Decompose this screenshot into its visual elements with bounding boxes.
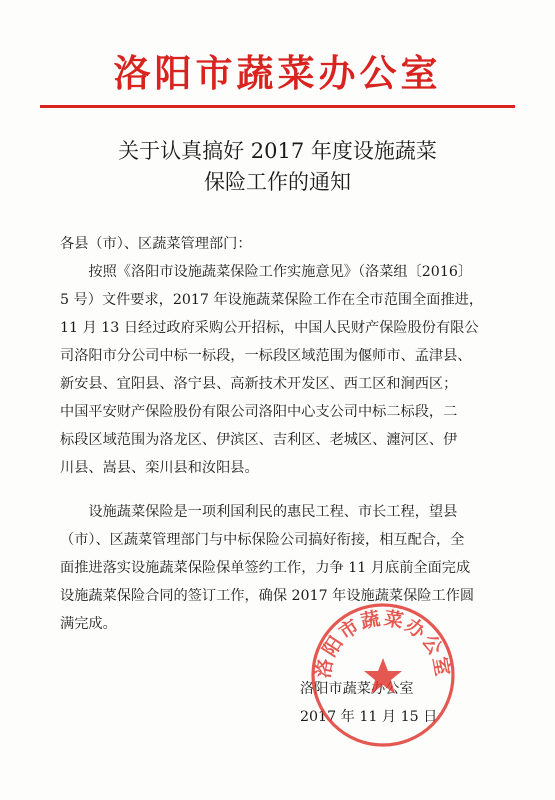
paragraph-1-line: 11 月 13 日经过政府采购公开招标，中国人民财产保险股份有限公 bbox=[60, 320, 479, 336]
signature-organization: 洛阳市蔬菜办公室 bbox=[300, 681, 414, 697]
official-seal-stamp bbox=[308, 600, 458, 750]
paragraph-1-line: 川县、嵩县、栾川县和汝阳县。 bbox=[60, 460, 259, 476]
paragraph-1-line: 司洛阳市分公司中标一标段，一标段区域范围为偃师市、孟津县、 bbox=[60, 348, 472, 364]
document-title bbox=[0, 136, 555, 198]
paragraph-1-line: 中国平安财产保险股份有限公司洛阳中心支公司中标二标段，二 bbox=[60, 404, 458, 420]
salutation-text: 各县（市）、区蔬菜管理部门： bbox=[60, 236, 252, 252]
salutation bbox=[60, 230, 500, 258]
document-title-line-2: 保险工作的通知 bbox=[204, 170, 351, 194]
paragraph-1-line: 新安县、宜阳县、洛宁县、高新技术开发区、西工区和涧西区； bbox=[60, 376, 458, 392]
paragraph-2-line: （市）、区蔬菜管理部门与中标保险公司搞好衔接，相互配合，全 bbox=[60, 532, 465, 548]
red-divider bbox=[40, 105, 515, 108]
letterhead-title: 洛阳市蔬菜办公室 bbox=[113, 51, 442, 95]
paragraph-1-line: 标段区域范围为洛龙区、伊滨区、吉利区、老城区、瀍河区、伊 bbox=[60, 432, 458, 448]
paragraph-2-line: 设施蔬菜保险合同的签订工作，确保 2017 年设施蔬菜保险工作圆 bbox=[60, 588, 475, 604]
paragraph-2-line: 设施蔬菜保险是一项利国利民的惠民工程、市长工程，望县 bbox=[60, 504, 458, 520]
document-title-line-1: 关于认真搞好 2017 年度设施蔬菜 bbox=[118, 139, 437, 163]
seal-arc-text: 洛阳市蔬菜办公室 bbox=[312, 607, 454, 680]
seal-star-icon bbox=[364, 658, 402, 694]
signature-date: 2017 年 11 月 15 日 bbox=[300, 709, 438, 725]
paragraph-2-line: 面推进落实设施蔬菜保险保单签约工作，力争 11 月底前全面完成 bbox=[60, 560, 471, 576]
paragraph-1-line: 5 号）文件要求，2017 年设施蔬菜保险工作在全市范围全面推进， bbox=[60, 292, 484, 308]
paragraph-2-line: 满完成。 bbox=[60, 616, 117, 632]
paragraph-1 bbox=[60, 258, 500, 482]
paragraph-1-line: 按照《洛阳市设施蔬菜保险工作实施意见》（洛菜组〔2016〕 bbox=[60, 264, 473, 280]
